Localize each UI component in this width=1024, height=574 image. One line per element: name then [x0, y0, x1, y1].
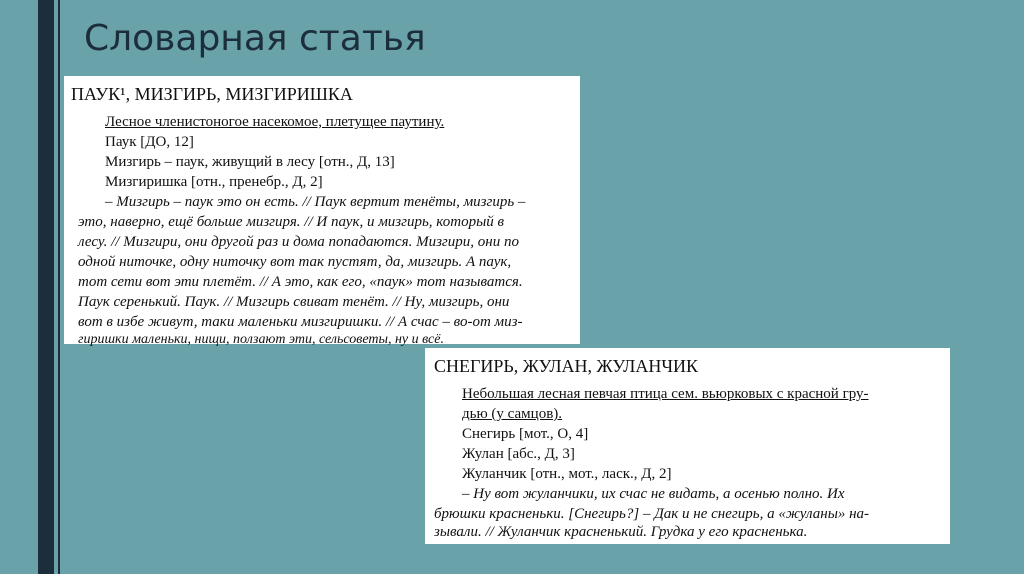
entry-form: Жулан [абс., Д, 3] [462, 446, 575, 462]
decor-bar [38, 0, 54, 574]
example-line: гиришки маленьки, нищи, ползают эти, сельсоветы, ну и всё. [78, 332, 444, 347]
entry-form: Мизгирь – паук, живущий в лесу [отн., Д, 13] [105, 154, 395, 170]
example-line: Паук серенький. Паук. // Мизгирь свиват тенёт. // Ну, мизгирь, они [78, 294, 510, 310]
example-line: вот в избе живут, таки маленьки мизгиришки. // А счас – во-от миз- [78, 314, 523, 330]
example-line: – Мизгирь – паук это он есть. // Паук вертит тенёты, мизгирь – [105, 194, 526, 210]
entry-definition: Небольшая лесная певчая птица сем. вьюрковых с красной гру- [462, 386, 869, 402]
example-line: – Ну вот жуланчики, их счас не видать, а осенью полно. Их [462, 486, 845, 502]
slide-title: Словарная статья [84, 18, 426, 59]
example-line: лесу. // Мизгири, они другой раз и дома попадаются. Мизгири, они по [78, 234, 519, 250]
example-line: одной ниточке, одну ниточку вот так пустят, да, мизгирь. А паук, [78, 254, 512, 270]
entry-form: Мизгиришка [отн., пренебр., Д, 2] [105, 174, 323, 190]
entry-headword: СНЕГИРЬ, ЖУЛАН, ЖУЛАНЧИК [434, 356, 699, 376]
entry-form: Паук [ДО, 12] [105, 134, 194, 150]
example-line: зывали. // Жуланчик красненький. Грудка у его красненька. [434, 524, 808, 540]
example-line: брюшки красненьки. [Снегирь?] – Дак и не снегирь, а «жуланы» на- [434, 506, 870, 522]
dictionary-entry-bullfinch [425, 348, 950, 544]
example-line: тот сети вот эти плетёт. // А это, как его, «паук» тот называтся. [78, 274, 523, 290]
entry-form: Снегирь [мот., О, 4] [462, 426, 589, 442]
entry-definition: Лесное членистоногое насекомое, плетущее паутину. [105, 114, 445, 130]
dictionary-entry-spider [64, 76, 580, 347]
entry-headword: ПАУК¹, МИЗГИРЬ, МИЗГИРИШКА [71, 84, 353, 104]
decor-line [58, 0, 60, 574]
entry-form: Жуланчик [отн., мот., ласк., Д, 2] [462, 466, 672, 482]
example-line: это, наверно, ещё больше мизгиря. // И паук, и мизгирь, который в [78, 214, 505, 230]
entry-definition: дью (у самцов). [462, 406, 563, 422]
